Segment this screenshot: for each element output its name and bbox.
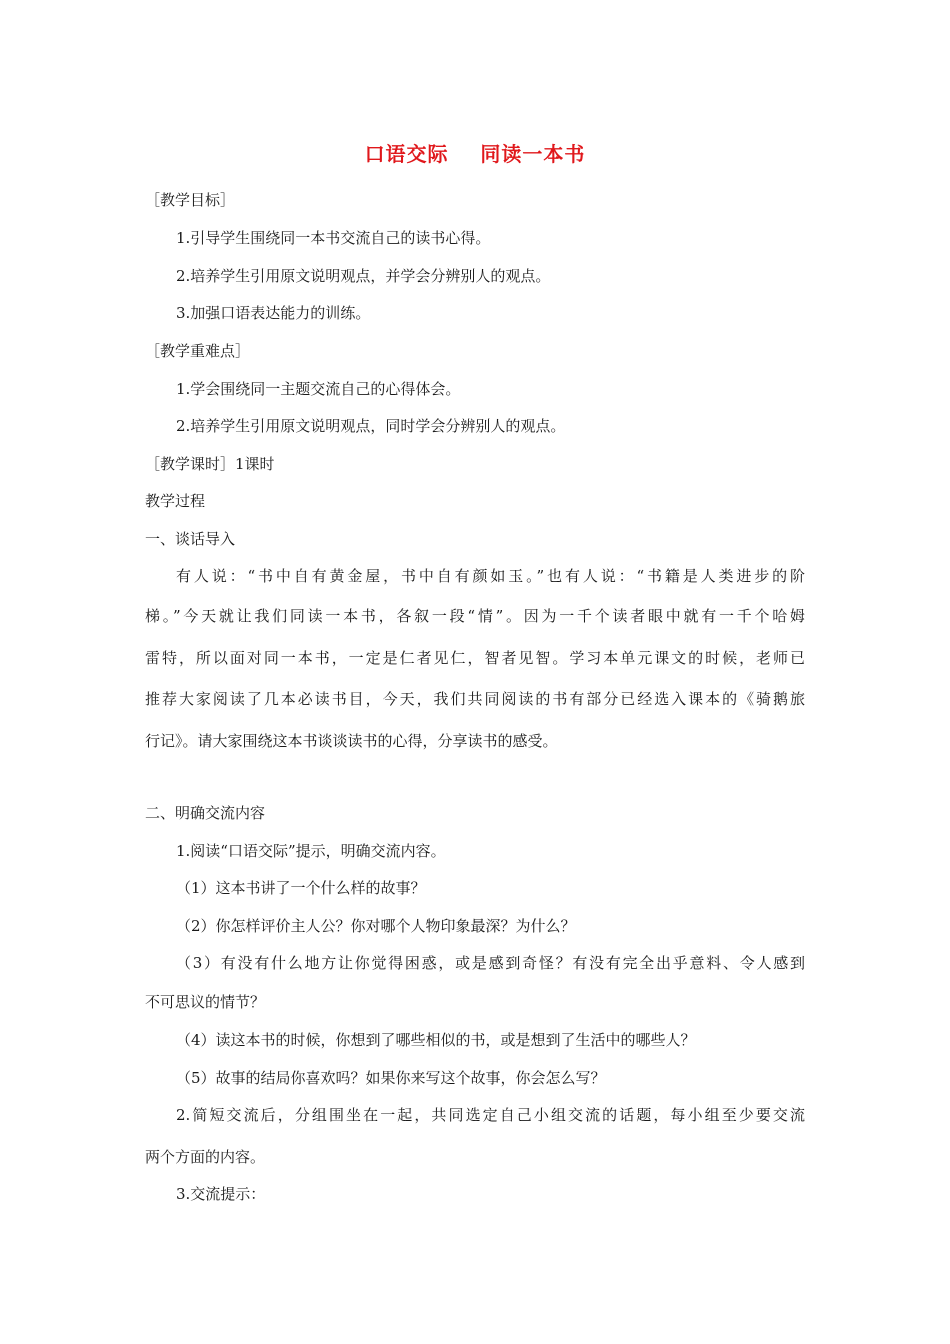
question-item: （1）这本书讲了一个什么样的故事？ <box>176 879 426 897</box>
section-heading: 一、谈话导入 <box>145 530 236 548</box>
objective-item: 2.培养学生引用原文说明观点，并学会分辨别人的观点。 <box>176 267 551 285</box>
paragraph-line: 雷特，所以面对同一本书，一定是仁者见仁，智者见智。学习本单元课文的时候，老师已 <box>145 649 805 667</box>
list-item: 2.简短交流后，分组围坐在一起，共同选定自己小组交流的话题，每小组至少要交流 <box>176 1106 805 1124</box>
key-point-item: 2.培养学生引用原文说明观点，同时学会分辨别人的观点。 <box>176 417 566 435</box>
paragraph-line: 行记》。请大家围绕这本书谈谈读书的心得，分享读书的感受。 <box>145 732 558 750</box>
question-item: （5）故事的结局你喜欢吗？如果你来写这个故事，你会怎么写？ <box>176 1069 606 1087</box>
list-item: 3.交流提示： <box>176 1185 266 1203</box>
key-point-item: 1.学会围绕同一主题交流自己的心得体会。 <box>176 380 461 398</box>
periods-line: ［教学课时］1课时 <box>145 455 275 473</box>
objective-item: 3.加强口语表达能力的训练。 <box>176 304 371 322</box>
list-item-continued: 两个方面的内容。 <box>145 1148 266 1166</box>
process-heading: 教学过程 <box>145 492 206 510</box>
document-title: 口语交际 同读一本书 <box>364 142 586 166</box>
objectives-heading: ［教学目标］ <box>145 191 236 209</box>
objective-item: 1.引导学生围绕同一本书交流自己的读书心得。 <box>176 229 491 247</box>
list-item: 1.阅读“口语交际”提示，明确交流内容。 <box>176 842 446 860</box>
question-item-continued: 不可思议的情节？ <box>145 993 266 1011</box>
paragraph-line: 梯。”今天就让我们同读一本书，各叙一段“情”。因为一千个读者眼中就有一千个哈姆 <box>145 607 805 625</box>
question-item: （2）你怎样评价主人公？你对哪个人物印象最深？为什么？ <box>176 917 576 935</box>
question-item: （4）读这本书的时候，你想到了哪些相似的书，或是想到了生活中的哪些人？ <box>176 1031 696 1049</box>
paragraph-line: 有人说：“书中自有黄金屋，书中自有颜如玉。”也有人说：“书籍是人类进步的阶 <box>176 567 805 585</box>
paragraph-line: 推荐大家阅读了几本必读书目，今天，我们共同阅读的书有部分已经选入课本的《骑鹅旅 <box>145 690 805 708</box>
section-heading: 二、明确交流内容 <box>145 804 266 822</box>
key-points-heading: ［教学重难点］ <box>145 342 251 360</box>
question-item: （3）有没有什么地方让你觉得困惑，或是感到奇怪？有没有完全出乎意料、令人感到 <box>176 954 805 972</box>
